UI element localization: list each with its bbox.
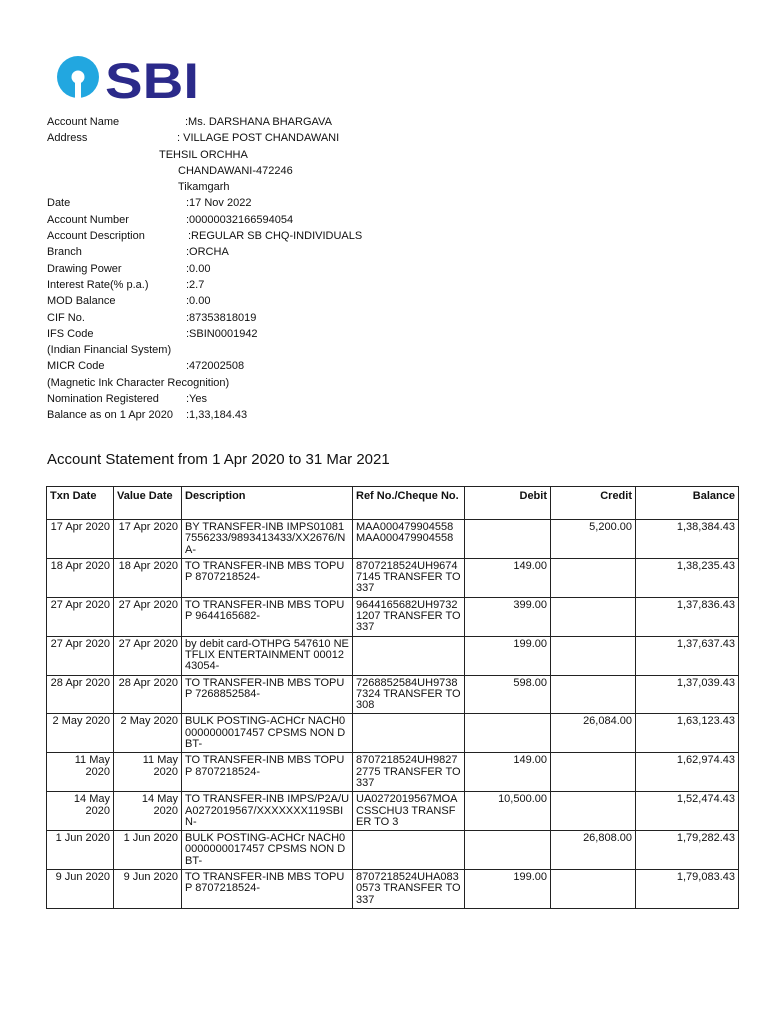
header-description: Description <box>182 487 353 520</box>
value-date-cell: 27 Apr 2020 <box>114 597 182 636</box>
interest-rate-label: Interest Rate(% p.a.) <box>47 278 149 291</box>
debit-cell <box>465 714 551 753</box>
account-number-label: Account Number <box>47 213 129 226</box>
micr-code-value: :472002508 <box>186 360 245 373</box>
credit-cell <box>551 792 636 831</box>
table-row <box>47 675 739 714</box>
credit-cell <box>551 675 636 714</box>
txn-date-cell: 28 Apr 2020 <box>47 675 114 714</box>
balance-cell: 1,37,039.43 <box>636 675 739 714</box>
debit-cell: 199.00 <box>465 636 551 675</box>
table-row <box>47 520 739 559</box>
txn-date-cell: 17 Apr 2020 <box>47 520 114 559</box>
txn-date-cell: 14 May 2020 <box>47 792 114 831</box>
ref-cell: 8707218524UHA0830573 TRANSFER TO 337 <box>353 870 465 909</box>
micr-code-label: MICR Code <box>47 360 105 373</box>
ref-cell: 8707218524UH98272775 TRANSFER TO 337 <box>353 753 465 792</box>
credit-cell <box>551 558 636 597</box>
ref-cell: 9644165682UH97321207 TRANSFER TO 337 <box>353 597 465 636</box>
header-value-date: Value Date <box>114 487 182 520</box>
balance-cell: 1,38,384.43 <box>636 520 739 559</box>
account-description-value: :REGULAR SB CHQ-INDIVIDUALS <box>188 230 363 243</box>
statement-table <box>46 486 739 909</box>
credit-cell: 26,084.00 <box>551 714 636 753</box>
address-line-3: CHANDAWANI-472246 <box>178 164 293 177</box>
opening-balance-value: :1,33,184.43 <box>186 409 248 422</box>
credit-cell: 5,200.00 <box>551 520 636 559</box>
description-cell: BULK POSTING-ACHCr NACH00000000017457 CPSMS NON DBT- <box>182 714 353 753</box>
value-date-cell: 1 Jun 2020 <box>114 831 182 870</box>
credit-cell <box>551 870 636 909</box>
statement-title: Account Statement from 1 Apr 2020 to 31 Mar 2021 <box>47 451 390 468</box>
ref-cell <box>353 714 465 753</box>
txn-date-cell: 11 May 2020 <box>47 753 114 792</box>
ref-cell: MAA000479904558 MAA000479904558 <box>353 520 465 559</box>
credit-cell <box>551 753 636 792</box>
ref-cell: 8707218524UH96747145 TRANSFER TO 337 <box>353 558 465 597</box>
value-date-cell: 14 May 2020 <box>114 792 182 831</box>
txn-date-cell: 18 Apr 2020 <box>47 558 114 597</box>
debit-cell: 10,500.00 <box>465 792 551 831</box>
balance-cell: 1,52,474.43 <box>636 792 739 831</box>
debit-cell: 399.00 <box>465 597 551 636</box>
mod-balance-label: MOD Balance <box>47 295 116 308</box>
ref-cell <box>353 831 465 870</box>
ifs-note: (Indian Financial System) <box>47 344 172 357</box>
balance-cell: 1,37,637.43 <box>636 636 739 675</box>
drawing-power-label: Drawing Power <box>47 262 122 275</box>
txn-date-cell: 2 May 2020 <box>47 714 114 753</box>
ref-cell <box>353 636 465 675</box>
nomination-value: :Yes <box>186 393 208 406</box>
credit-cell: 26,808.00 <box>551 831 636 870</box>
debit-cell: 199.00 <box>465 870 551 909</box>
logo-text: SBI <box>105 53 199 104</box>
description-cell: TO TRANSFER-INB MBS TOPUP 9644165682- <box>182 597 353 636</box>
nomination-label: Nomination Registered <box>47 393 159 406</box>
opening-balance-label: Balance as on 1 Apr 2020 <box>47 409 173 422</box>
drawing-power-value: :0.00 <box>186 262 211 275</box>
txn-date-cell: 1 Jun 2020 <box>47 831 114 870</box>
value-date-cell: 11 May 2020 <box>114 753 182 792</box>
ifs-code-value: :SBIN0001942 <box>186 327 258 340</box>
table-row <box>47 831 739 870</box>
table-row <box>47 792 739 831</box>
value-date-cell: 17 Apr 2020 <box>114 520 182 559</box>
value-date-cell: 27 Apr 2020 <box>114 636 182 675</box>
balance-cell: 1,37,836.43 <box>636 597 739 636</box>
header-ref-no: Ref No./Cheque No. <box>353 487 465 520</box>
table-row <box>47 714 739 753</box>
date-label: Date <box>47 197 71 210</box>
debit-cell: 598.00 <box>465 675 551 714</box>
description-cell: TO TRANSFER-INB MBS TOPUP 8707218524- <box>182 753 353 792</box>
txn-date-cell: 27 Apr 2020 <box>47 636 114 675</box>
cif-value: :87353818019 <box>186 311 257 324</box>
txn-date-cell: 27 Apr 2020 <box>47 597 114 636</box>
header-balance: Balance <box>636 487 739 520</box>
address-line-2: TEHSIL ORCHHA <box>159 148 248 161</box>
table-row <box>47 597 739 636</box>
table-row <box>47 636 739 675</box>
description-cell: TO TRANSFER-INB IMPS/P2A/UA0272019567/XXXXXXX119SBIN- <box>182 792 353 831</box>
balance-cell: 1,38,235.43 <box>636 558 739 597</box>
value-date-cell: 28 Apr 2020 <box>114 675 182 714</box>
table-row <box>47 558 739 597</box>
interest-rate-value: :2.7 <box>186 278 205 291</box>
table-row <box>47 753 739 792</box>
credit-cell <box>551 636 636 675</box>
ifs-code-label: IFS Code <box>47 327 94 340</box>
account-name-value: :Ms. DARSHANA BHARGAVA <box>185 116 332 128</box>
ref-cell: 7268852584UH97387324 TRANSFER TO 308 <box>353 675 465 714</box>
header-txn-date: Txn Date <box>47 487 114 520</box>
account-description-label: Account Description <box>47 230 145 243</box>
balance-cell: 1,63,123.43 <box>636 714 739 753</box>
address-line-1: : VILLAGE POST CHANDAWANI <box>177 132 340 145</box>
txn-date-cell: 9 Jun 2020 <box>47 870 114 909</box>
account-name-label: Account Name <box>47 116 120 128</box>
mod-balance-value: :0.00 <box>186 295 211 308</box>
balance-cell: 1,79,282.43 <box>636 831 739 870</box>
sbi-logo <box>55 52 205 104</box>
balance-cell: 1,79,083.43 <box>636 870 739 909</box>
debit-cell: 149.00 <box>465 558 551 597</box>
value-date-cell: 18 Apr 2020 <box>114 558 182 597</box>
credit-cell <box>551 597 636 636</box>
value-date-cell: 2 May 2020 <box>114 714 182 753</box>
table-row <box>47 870 739 909</box>
description-cell: BY TRANSFER-INB IMPS010817556233/9893413433/XX2676/NA- <box>182 520 353 559</box>
ref-cell: UA0272019567MOACSSCHU3 TRANSFER TO 3 <box>353 792 465 831</box>
cif-label: CIF No. <box>47 311 85 324</box>
account-number-value: :00000032166594054 <box>186 213 294 226</box>
description-cell: BULK POSTING-ACHCr NACH00000000017457 CPSMS NON DBT- <box>182 831 353 870</box>
balance-cell: 1,62,974.43 <box>636 753 739 792</box>
branch-value: :ORCHA <box>186 246 229 259</box>
description-cell: TO TRANSFER-INB MBS TOPUP 8707218524- <box>182 558 353 597</box>
debit-cell <box>465 831 551 870</box>
description-cell: TO TRANSFER-INB MBS TOPUP 8707218524- <box>182 870 353 909</box>
table-header-row <box>47 487 739 520</box>
header-credit: Credit <box>551 487 636 520</box>
value-date-cell: 9 Jun 2020 <box>114 870 182 909</box>
address-label: Address <box>47 132 88 145</box>
description-cell: TO TRANSFER-INB MBS TOPUP 7268852584- <box>182 675 353 714</box>
branch-label: Branch <box>47 246 82 259</box>
date-value: :17 Nov 2022 <box>186 197 252 210</box>
address-line-4: Tikamgarh <box>178 181 230 194</box>
micr-note: (Magnetic Ink Character Recognition) <box>47 376 230 389</box>
debit-cell <box>465 520 551 559</box>
description-cell: by debit card-OTHPG 547610 NETFLIX ENTERTAINMENT 0001243054- <box>182 636 353 675</box>
debit-cell: 149.00 <box>465 753 551 792</box>
statement-rows <box>47 520 739 909</box>
header-debit: Debit <box>465 487 551 520</box>
